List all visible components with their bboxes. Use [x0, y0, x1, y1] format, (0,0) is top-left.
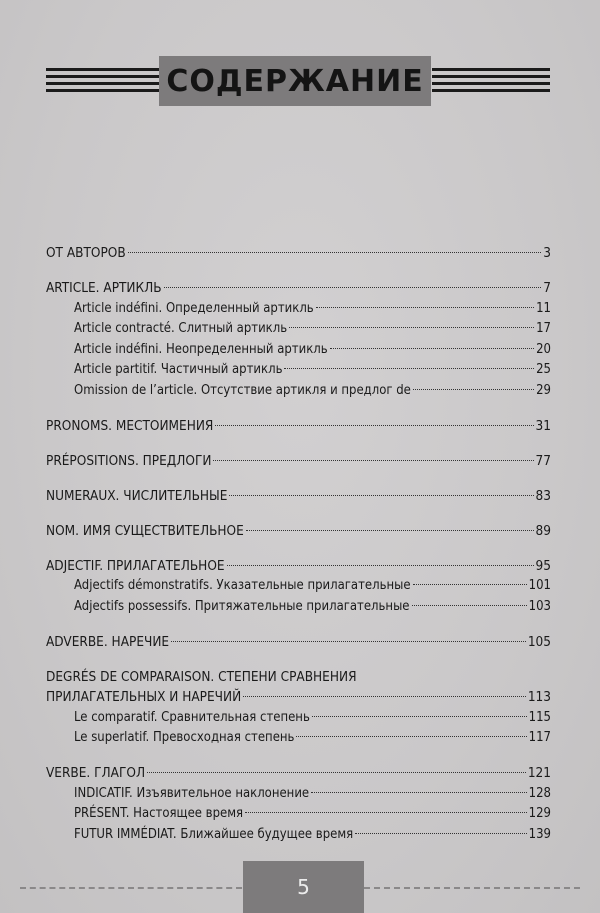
toc-entry-label: ПРИЛАГАТЕЛЬНЫХ И НАРЕЧИЙ [46, 689, 242, 705]
dot-leader [311, 792, 527, 793]
title-box [159, 56, 431, 106]
toc-subentry [46, 299, 551, 320]
toc-page-number: 95 [535, 557, 551, 574]
toc-subentry-label: Omission de l’article. Отсутствие артикля и предлог de [74, 382, 411, 398]
toc-page-number: 117 [528, 730, 551, 745]
toc-subentry [46, 319, 551, 340]
toc-subentry [46, 340, 551, 361]
toc-page-number: 17 [536, 321, 551, 336]
dot-leader [215, 425, 533, 426]
toc-entry-label: PRÉPOSITIONS. ПРЕДЛОГИ [46, 452, 212, 469]
section-gap [46, 617, 551, 632]
section-gap [46, 264, 551, 279]
toc-entry [46, 278, 551, 299]
section-gap [46, 541, 551, 556]
toc-page-number: 11 [536, 300, 551, 316]
toc-entry-label: ARTICLE. АРТИКЛЬ [46, 280, 162, 296]
dot-leader [128, 252, 542, 253]
dot-leader [171, 641, 526, 642]
section-gap [46, 471, 551, 486]
dot-leader [316, 307, 534, 308]
toc-subentry [46, 825, 551, 846]
dot-leader [227, 565, 534, 566]
toc-entry-label: ADJECTIF. ПРИЛАГАТЕЛЬНОЕ [46, 557, 225, 574]
section-gap [46, 401, 551, 416]
toc-entry [46, 763, 551, 784]
toc-page-number: 7 [543, 280, 551, 296]
toc-page-number: 115 [528, 709, 551, 725]
toc-entry [46, 243, 551, 264]
contents-header [46, 56, 550, 106]
toc-page-number: 101 [528, 578, 551, 593]
toc-subentry-label: PRÉSENT. Настоящее время [74, 806, 244, 821]
toc-subentry [46, 784, 551, 805]
toc-entry-label: VERBE. ГЛАГОЛ [46, 765, 146, 781]
toc-page-number: 139 [528, 826, 551, 842]
toc-page-number: 105 [527, 633, 551, 650]
toc-entry [46, 486, 551, 507]
toc-entry-heading-line [46, 667, 551, 688]
toc-entry [46, 451, 551, 472]
toc-page-number: 83 [535, 487, 551, 504]
footer-dashed-line-right [364, 887, 580, 889]
section-gap [46, 652, 551, 667]
toc-entry-label: ОТ АВТОРОВ [46, 245, 126, 261]
toc-page-number: 121 [527, 765, 551, 781]
toc-entry [46, 416, 551, 437]
dot-leader [330, 348, 534, 349]
toc-subentry [46, 576, 551, 597]
toc-entry-label: PRONOMS. МЕСТОИМЕНИЯ [46, 417, 214, 434]
table-of-contents [46, 243, 551, 845]
dot-leader [243, 696, 526, 697]
toc-page-number: 31 [535, 417, 551, 434]
toc-page-number: 25 [536, 362, 551, 377]
section-gap [46, 436, 551, 451]
dot-leader [413, 389, 534, 390]
dot-leader [147, 772, 526, 773]
toc-subentry [46, 360, 551, 381]
dot-leader [213, 460, 533, 461]
footer-dashed-line-left [20, 887, 242, 889]
toc-page-number: 113 [527, 689, 551, 705]
toc-subentry-label: Article contracté. Слитный артикль [74, 321, 288, 336]
toc-page-number: 103 [528, 598, 551, 614]
dot-leader [355, 833, 526, 834]
header-stripes-right [432, 68, 550, 94]
toc-entry [46, 521, 551, 542]
page-number: 5 [297, 875, 310, 899]
toc-subentry-label: FUTUR IMMÉDIAT. Ближайшее будущее время [74, 826, 354, 842]
dot-leader [413, 584, 527, 585]
toc-subentry [46, 597, 551, 618]
toc-subentry-label: Article indéfini. Определенный артикль [74, 300, 314, 316]
page-title: СОДЕРЖАНИЕ [166, 63, 424, 99]
toc-subentry-label: Article partitif. Частичный артикль [74, 362, 283, 377]
dot-leader [246, 530, 534, 531]
toc-subentry [46, 728, 551, 749]
toc-entry-label: NOM. ИМЯ СУЩЕСТВИТЕЛЬНОЕ [46, 522, 244, 539]
toc-page-number: 29 [536, 382, 551, 398]
toc-entry [46, 632, 551, 653]
toc-page-number: 3 [543, 245, 551, 261]
toc-entry [46, 556, 551, 577]
toc-subentry-label: Adjectifs démonstratifs. Указательные прилагательные [74, 578, 411, 593]
dot-leader [245, 812, 527, 813]
toc-entry-label: DEGRÉS DE COMPARAISON. СТЕПЕНИ СРАВНЕНИЯ [46, 668, 357, 685]
toc-subentry-label: Le superlatif. Превосходная степень [74, 730, 295, 745]
page-number-box [243, 861, 364, 913]
toc-subentry [46, 381, 551, 402]
header-stripes-left [46, 68, 164, 94]
toc-entry-label: ADVERBE. НАРЕЧИЕ [46, 633, 170, 650]
section-gap [46, 506, 551, 521]
toc-subentry [46, 708, 551, 729]
dot-leader [229, 495, 533, 496]
toc-page-number: 89 [535, 522, 551, 539]
dot-leader [164, 287, 542, 288]
toc-page-number: 77 [535, 452, 551, 469]
toc-subentry-label: INDICATIF. Изъявительное наклонение [74, 785, 310, 801]
toc-subentry-label: Le comparatif. Сравнительная степень [74, 709, 310, 725]
dot-leader [296, 736, 526, 737]
section-gap [46, 749, 551, 764]
toc-subentry [46, 804, 551, 825]
toc-page-number: 20 [536, 341, 551, 357]
dot-leader [289, 327, 534, 328]
toc-page-number: 129 [528, 806, 551, 821]
toc-entry-label: NUMERAUX. ЧИСЛИТЕЛЬНЫЕ [46, 487, 228, 504]
dot-leader [412, 605, 527, 606]
toc-subentry-label: Adjectifs possessifs. Притяжательные прилагательные [74, 598, 410, 614]
dot-leader [284, 368, 534, 369]
toc-page-number: 128 [528, 785, 551, 801]
dot-leader [312, 716, 527, 717]
toc-entry [46, 687, 551, 708]
toc-subentry-label: Article indéfini. Неопределенный артикль [74, 341, 328, 357]
